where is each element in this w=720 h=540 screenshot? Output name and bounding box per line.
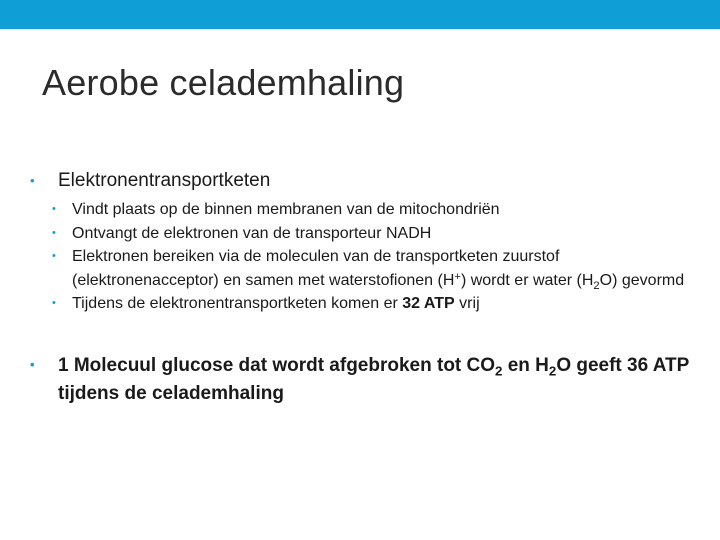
bullet-icon: • [52,297,56,309]
top-accent-bar [0,0,720,29]
sub-bullet-text: Ontvangt de elektronen van de transporteur NADH [72,224,432,242]
bullet-elektronentransportketen [30,168,690,194]
sub-bullet-text: Elektronen bereiken via de moleculen van de transportketen zuurstof (elektronenacceptor) en samen met waterstofionen (H+) wordt er water $(H_2O)$ gevormd [72,248,685,292]
slide-content [30,168,690,408]
sub-bullet-location [52,198,690,222]
bullet-text: Elektronentransportketen [58,170,271,191]
slide-title: Aerobe celademhaling [42,62,405,103]
bullet-icon: • [30,173,35,188]
bullet-text: 1 Molecuul glucose dat wordt afgebroken tot $CO_2$ en $H_2O$ geeft 36 ATP tijdens de celademhaling [58,354,689,404]
bullet-icon: • [30,356,35,372]
bullet-icon: • [52,250,56,262]
sub-bullet-list [30,198,690,316]
sub-bullet-text: Tijdens de elektronentransportketen komen er 32 ATP vrij [72,295,480,312]
bullet-glucose-summary [30,352,690,408]
sub-bullet-water-formation [52,245,690,292]
sub-bullet-text: Vindt plaats op de binnen membranen van de mitochondriën [72,201,500,218]
bullet-icon: • [52,226,56,239]
bullet-icon: • [52,203,56,215]
sub-bullet-atp-yield [52,292,690,316]
sub-bullet-nadh [52,222,690,246]
